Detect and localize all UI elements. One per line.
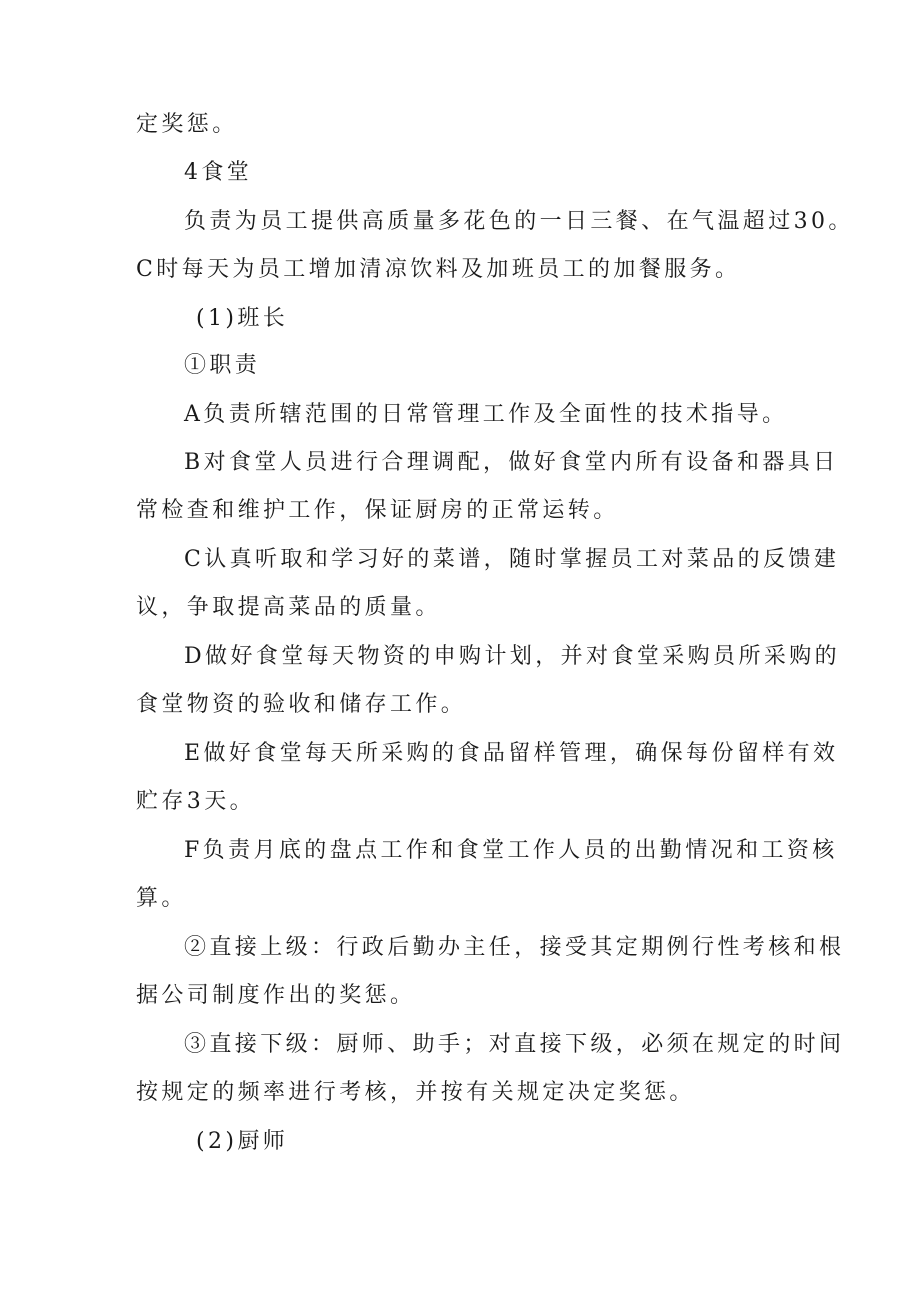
text-line: 负责为员工提供高质量多花色的一日三餐、在气温超过30。 [184, 209, 854, 234]
text-line: A负责所辖范围的日常管理工作及全面性的技术指导。 [184, 402, 788, 427]
text-line: C时每天为员工增加清凉饮料及加班员工的加餐服务。 [136, 257, 741, 282]
text-line: F负责月底的盘点工作和食堂工作人员的出勤情况和工资核 [184, 838, 838, 863]
text-line: B对食堂人员进行合理调配，做好食堂内所有设备和器具日 [184, 450, 839, 475]
text-line: 据公司制度作出的奖惩。 [136, 983, 416, 1008]
item-heading-duties: ①职责 [184, 353, 261, 378]
text-line: D做好食堂每天物资的申购计划，并对食堂采购员所采购的 [184, 644, 841, 669]
text-line: 定奖惩。 [136, 112, 238, 137]
text-line: 贮存3天。 [136, 789, 255, 814]
subsection-heading-chef: (2)厨师 [196, 1129, 289, 1154]
text-line: ③直接下级：厨师、助手；对直接下级，必须在规定的时间 [184, 1032, 845, 1057]
text-line: 常检查和维护工作，保证厨房的正常运转。 [136, 498, 619, 523]
text-line: 食堂物资的验收和储存工作。 [136, 692, 467, 717]
text-line: E做好食堂每天所采购的食品留样管理，确保每份留样有效 [184, 741, 839, 766]
text-line: C认真听取和学习好的菜谱，随时掌握员工对菜品的反馈建 [184, 547, 840, 572]
text-line: 按规定的频率进行考核，并按有关规定决定奖惩。 [136, 1080, 695, 1105]
section-heading-canteen: 4食堂 [184, 160, 253, 185]
subsection-heading-team-leader: (1)班长 [196, 306, 289, 331]
text-line: 算。 [136, 886, 187, 911]
text-line: ②直接上级：行政后勤办主任，接受其定期例行性考核和根 [184, 935, 845, 960]
text-line: 议，争取提高菜品的质量。 [136, 595, 441, 620]
